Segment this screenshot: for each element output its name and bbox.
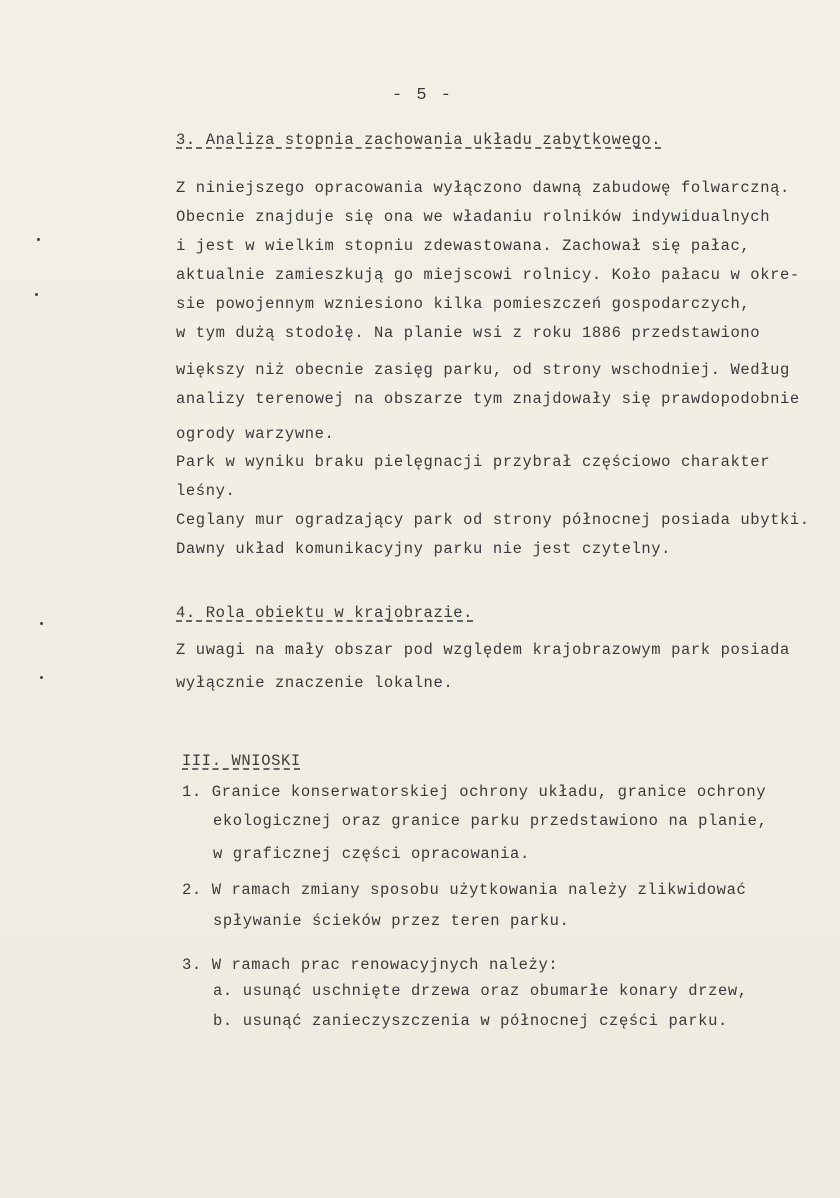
section-3-line: sie powojennym wzniesiono kilka pomieszczeń gospodarczych, [176,295,751,313]
conclusion-item-3: 3. W ramach prac renowacyjnych należy: [182,956,559,974]
conclusion-item-3-sub-b: b. usunąć zanieczyszczenia w północnej części parku. [213,1012,728,1030]
conclusion-item-3-sub-a: a. usunąć uschnięte drzewa oraz obumarłe konary drzew, [213,982,748,1000]
conclusion-item-1-cont: ekologicznej oraz granice parku przedstawiono na planie, [213,812,768,830]
conclusion-item-1: 1. Granice konserwatorskiej ochrony układu, granice ochrony [182,783,767,801]
section-3-line: aktualnie zamieszkują go miejscowi rolnicy. Koło pałacu w okre- [176,266,800,284]
section-3-line: Obecnie znajduje się ona we władaniu rolników indywidualnych [176,208,771,226]
conclusion-item-2: 2. W ramach zmiany sposobu użytkowania należy zlikwidować [182,881,747,899]
section-iii-heading: III. WNIOSKI [182,752,301,770]
section-4-heading: 4. Rola obiektu w krajobrazie. [176,604,474,622]
section-3-line: leśny. [176,482,236,500]
section-4-line: Z uwagi na mały obszar pod względem krajobrazowym park posiada [176,641,790,659]
binder-hole-mark [37,238,40,241]
section-3-line: i jest w wielkim stopniu zdewastowana. Zachował się pałac, [176,237,751,255]
section-3-line: ogrody warzywne. [176,425,335,443]
section-3-line: Ceglany mur ogradzający park od strony północnej posiada ubytki. [176,511,810,529]
section-3-line: Park w wyniku braku pielęgnacji przybrał częściowo charakter [176,453,771,471]
section-3-line: Dawny układ komunikacyjny parku nie jest czytelny. [176,540,672,558]
section-3-line: Z niniejszego opracowania wyłączono dawną zabudowę folwarczną. [176,179,790,197]
section-3-line: w tym dużą stodołę. Na planie wsi z roku 1886 przedstawiono [176,324,761,342]
binder-hole-mark [40,676,43,679]
conclusion-item-2-cont: spływanie ścieków przez teren parku. [213,912,570,930]
page-number: - 5 - [392,86,454,105]
binder-hole-mark [35,293,38,296]
section-3-line: analizy terenowej na obszarze tym znajdowały się prawdopodobnie [176,390,800,408]
section-4-line: wyłącznie znaczenie lokalne. [176,674,454,692]
section-3-line: większy niż obecnie zasięg parku, od strony wschodniej. Według [176,361,790,379]
conclusion-item-1-cont: w graficznej części opracowania. [213,845,530,863]
section-3-heading: 3. Analiza stopnia zachowania układu zabytkowego. [176,131,662,149]
binder-hole-mark [40,622,43,625]
